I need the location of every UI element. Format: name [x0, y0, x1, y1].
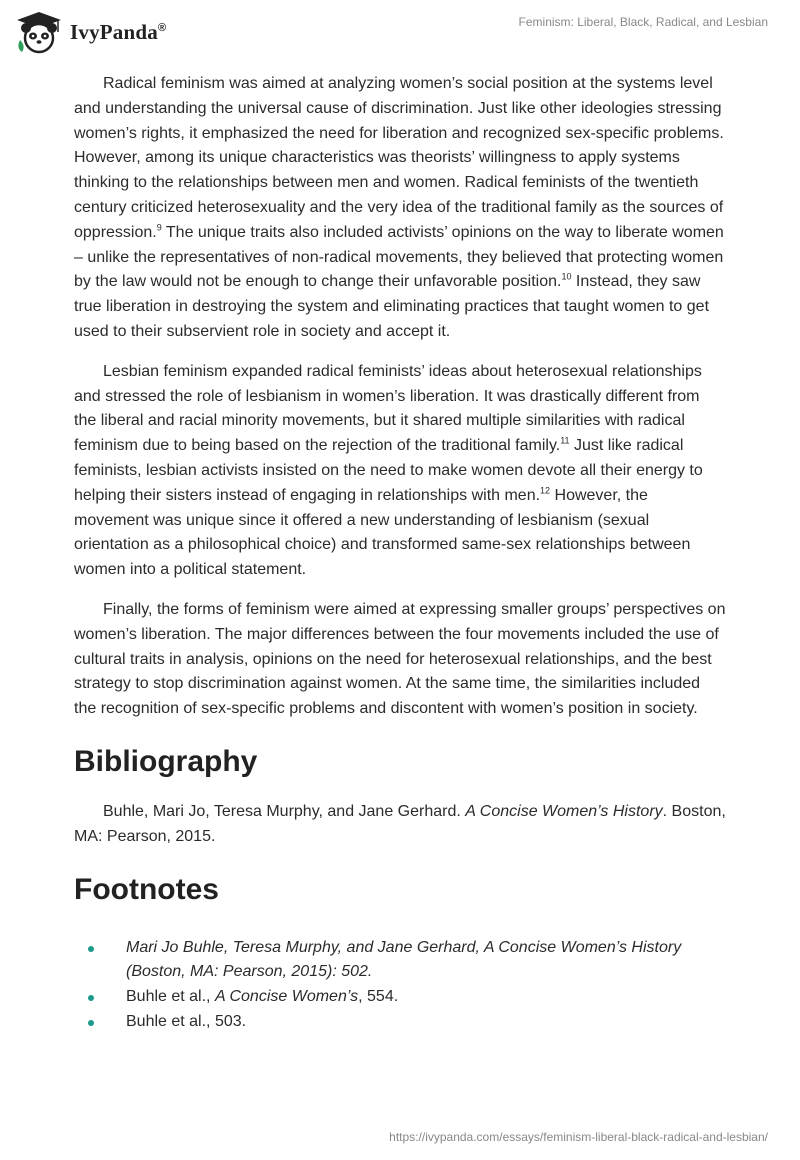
footnote-item: Buhle et al., 503. — [74, 1010, 726, 1035]
footnotes-list — [74, 936, 726, 1035]
document-title: Feminism: Liberal, Black, Radical, and Lesbian — [518, 15, 768, 29]
footnote-ref-9[interactable]: 9 — [156, 222, 162, 233]
bullet-icon — [88, 946, 94, 952]
logo[interactable] — [14, 10, 166, 54]
footnotes-heading: Footnotes — [74, 872, 219, 906]
footnote-ref-11[interactable]: 11 — [560, 435, 570, 446]
panda-logo-icon — [14, 10, 64, 54]
footnote-item: Buhle et al., A Concise Women’s, 554. — [74, 985, 726, 1010]
bullet-icon — [88, 1020, 94, 1026]
bibliography-heading: Bibliography — [74, 744, 258, 778]
source-url[interactable]: https://ivypanda.com/essays/feminism-liberal-black-radical-and-lesbian/ — [389, 1130, 768, 1144]
bibliography-entry: Buhle, Mari Jo, Teresa Murphy, and Jane Gerhard. A Concise Women’s History. Boston, MA: Pearson, 2015. — [74, 802, 726, 845]
logo-text: IvyPanda® — [70, 19, 167, 44]
footnote-ref-10[interactable]: 10 — [561, 272, 572, 283]
article-body — [74, 72, 726, 1035]
page-header — [0, 0, 800, 70]
paragraph-radical-feminism: Radical feminism was aimed at analyzing women’s social position at the systems level and understanding the universal cause of discrimination. Just like other ideologies stressing women’s rights, it emphasized the need for liberation and recognized sex-specific problems. However, among its unique characteristics was theorists’ willingness to apply systems thinking to the relationships between men and women. Radical feminists of the twentieth century criticized heterosexuality and the very idea of the traditional family as the sources of oppression.$^9$ The unique traits also included activists’ opinions on the way to liberate women – unlike the representatives of non-radical movements, they believed that protecting women by the law would not be enough to change their unfavorable position.$^{10}$ Instead, they saw true liberation in destroying the system and eliminating practices that taught women to get used to their subservient role in society and accept it. — [74, 75, 724, 340]
footnote-item: Mari Jo Buhle, Teresa Murphy, and Jane Gerhard, A Concise Women’s History (Boston, MA: Pearson, 2015): 502. — [74, 936, 726, 986]
paragraph-lesbian-feminism: Lesbian feminism expanded radical feminists’ ideas about heterosexual relationships and stressed the role of lesbianism in women’s liberation. It was drastically different from the liberal and racial minority movements, but it shared multiple similarities with radical feminism due to being based on the rejection of the traditional family.$^{11}$ Just like radical feminists, lesbian activists insisted on the need to make women devote all their energy to helping their sisters instead of engaging in relationships with men.$^{12}$ However, the movement was unique since it offered a new understanding of lesbianism (sexual orientation as a philosophical choice) and transformed same-sex relationships between women into a political statement. — [74, 362, 703, 579]
bullet-icon — [88, 995, 94, 1001]
footnote-ref-12[interactable]: 12 — [540, 485, 551, 496]
paragraph-conclusion: Finally, the forms of feminism were aimed at expressing smaller groups’ perspectives on women’s liberation. The major differences between the four movements included the use of cultural traits in analysis, opinions on the need for heterosexual relationships, and the best strategy to stop discrimination against women. At the same time, the similarities included the recognition of sex-specific problems and discontent with women’s position in society. — [74, 600, 726, 718]
